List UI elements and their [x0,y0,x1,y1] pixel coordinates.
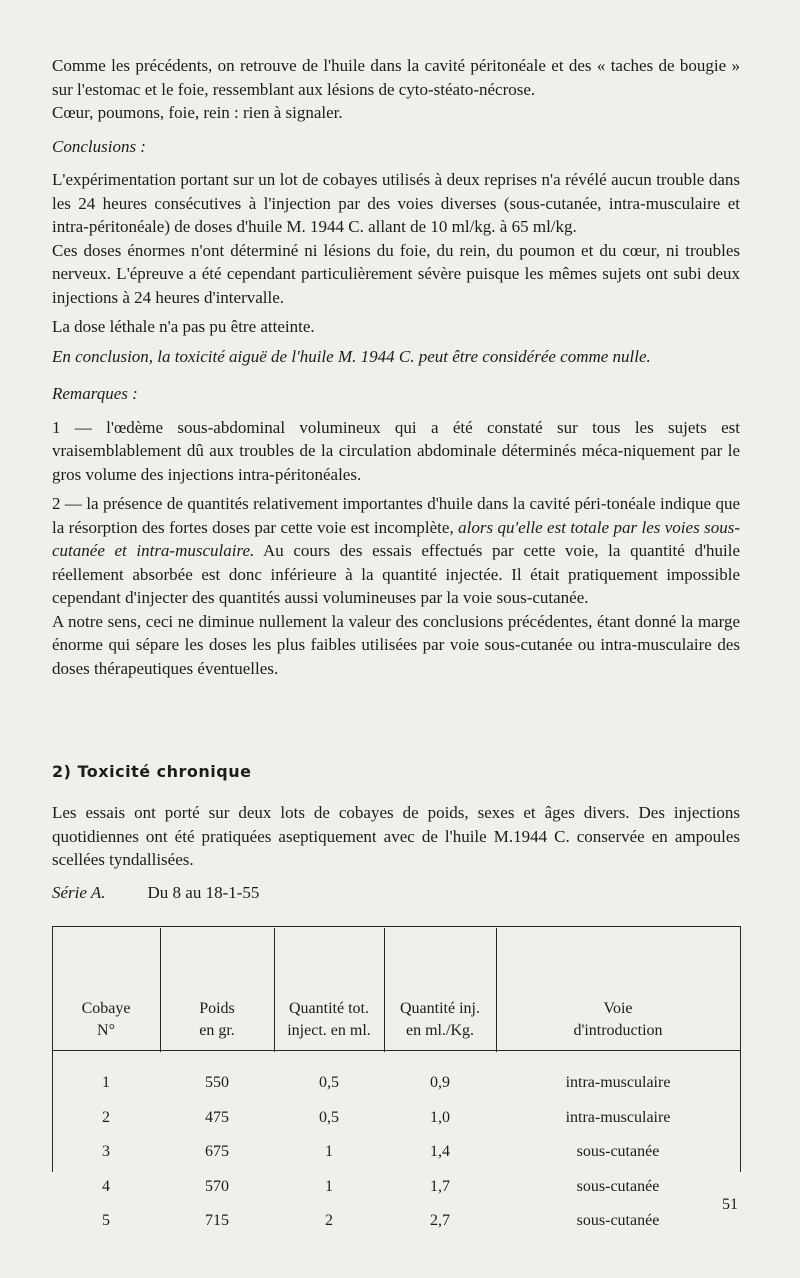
table-right-rule [740,926,741,1172]
table-cell: sous-cutanée [576,1177,660,1195]
remarque-1: 1 — l'œdème sous-abdominal volumineux qui a été constaté sur tous les sujets est vraisemblablement dû aux troubles de la circulation abdominale déterminés méca-niquement par le gros volume des injections intra-péritonéales. [52,417,740,484]
table-header-rule [52,1050,740,1051]
header-line: Quantité inj. [400,1000,480,1017]
header-cobaye [52,998,160,1042]
table-cell: 0,5 [319,1074,339,1091]
table-cell: 1 [102,1074,110,1091]
table-cell: 675 [205,1143,229,1160]
header-line: inject. en ml. [287,1022,371,1039]
chronique-intro-block [52,801,740,872]
header-line: en gr. [199,1022,235,1039]
paragraph-lesions: Comme les précédents, on retrouve de l'huile dans la cavité péritonéale et des « taches de bougie » sur l'estomac et le foie, ressemblant aux lésions de cyto-stéato-nécrose. [52,56,740,99]
table-cell: 0,5 [319,1108,339,1126]
table-cell: 715 [205,1212,229,1229]
page-number: 51 [722,1196,738,1213]
header-line: Poids [199,1000,235,1017]
table-cell: 2 [102,1108,110,1126]
remarque-2: 2 — la présence de quantités relativement importantes d'huile dans la cavité péri-tonéale indique que la résorption des fortes doses par cette voie est incomplète, alors qu'elle est totale par les voies sous-cutanée et intra-musculaire. Au cours des essais effectués par cette voie, la quantité d'huile réellement absorbée est donc inférieure à la quantité injectée. Il était pratiquement impossible cependant d'injecter des quantités aussi volumineuses par la voie sous-cutanée. [52,494,741,607]
table-cell: 1 [325,1177,333,1195]
table-cell: 1,7 [430,1177,450,1195]
conclusion-paragraph-2: Ces doses énormes n'ont déterminé ni lésions du foie, du rein, du poumon et du cœur, ni troubles nerveux. L'épreuve a été cependant particulièrement sévère puisque les mêmes sujets ont subi deux injections à 24 heures d'intervalle. [52,240,740,307]
table-cell: 2,7 [430,1212,450,1229]
header-line: d'introduction [573,1022,663,1039]
table-cell: 3 [102,1143,110,1160]
table-top-rule [52,926,740,927]
conclusions-heading: Conclusions : [52,136,146,156]
paragraph-organs: Cœur, poumons, foie, rein : rien à signaler. [52,103,343,122]
table-cell: 4 [102,1177,110,1195]
table-cell: 1,0 [430,1108,450,1126]
header-line: en ml./Kg. [406,1022,474,1039]
table-cell: 5 [102,1212,110,1229]
table-cell: 1,4 [430,1143,450,1160]
table-cell: intra-musculaire [565,1108,671,1126]
header-quantite-inj [384,998,496,1042]
page-body [52,54,741,1229]
table-left-rule [52,926,53,1172]
serie-label: Série A. [52,883,106,902]
remarque-3: A notre sens, ceci ne diminue nullement la valeur des conclusions précédentes, étant donné la marge énorme qui sépare les doses les plus faibles utilisées par voie sous-cutanée ou intra-musculaire des doses thérapeutiques éventuelles. [52,611,740,678]
chronique-intro: Les essais ont porté sur deux lots de cobayes de poids, sexes et âges divers. Des injections quotidiennes ont été pratiquées aseptiquement avec de l'huile M.1944 C. conservée en ampoules scellées tyndallisées. [52,803,740,869]
header-line: N° [97,1022,115,1039]
table-cell: 0,9 [430,1074,450,1091]
table-cell: intra-musculaire [565,1074,671,1091]
section-heading: 2) Toxicité chronique [52,762,252,781]
table-cell: 570 [205,1177,229,1195]
serie-dates: Du 8 au 18-1-55 [147,883,260,902]
header-line: Quantité tot. [289,1000,369,1017]
remarques-heading: Remarques : [52,384,138,403]
table-cell: 550 [205,1074,229,1091]
data-table [52,926,740,1229]
table-cell: sous-cutanée [576,1212,660,1229]
en-conclusion: En conclusion, la toxicité aiguë de l'huile M. 1944 C. peut être considérée comme nulle. [52,346,651,366]
remarque-2-italic: alors qu'elle est totale par les voies sous-cutanée et intra-musculaire. [52,517,740,560]
table-cell: sous-cutanée [576,1143,660,1160]
header-poids [160,998,274,1042]
conclusion-paragraph-1: L'expérimentation portant sur un lot de cobayes utilisés à deux reprises n'a révélé aucun trouble dans les 24 heures consécutives à l'injection par des voies diverses (sous-cutanée, intra-musculaire et intra-péritonéale) de doses d'huile M. 1944 C. allant de 10 ml/kg. à 65 ml/kg. [52,170,740,236]
conclusion-paragraph-3: La dose léthale n'a pas pu être atteinte. [52,317,315,336]
header-voie [496,998,740,1042]
header-quantite-tot [274,998,384,1042]
serie-line [52,883,259,903]
table-cell: 2 [325,1212,333,1229]
header-line: Cobaye [81,1000,131,1017]
header-line: Voie [603,1000,633,1017]
table-cell: 475 [205,1108,229,1126]
table-cell: 1 [325,1143,333,1160]
